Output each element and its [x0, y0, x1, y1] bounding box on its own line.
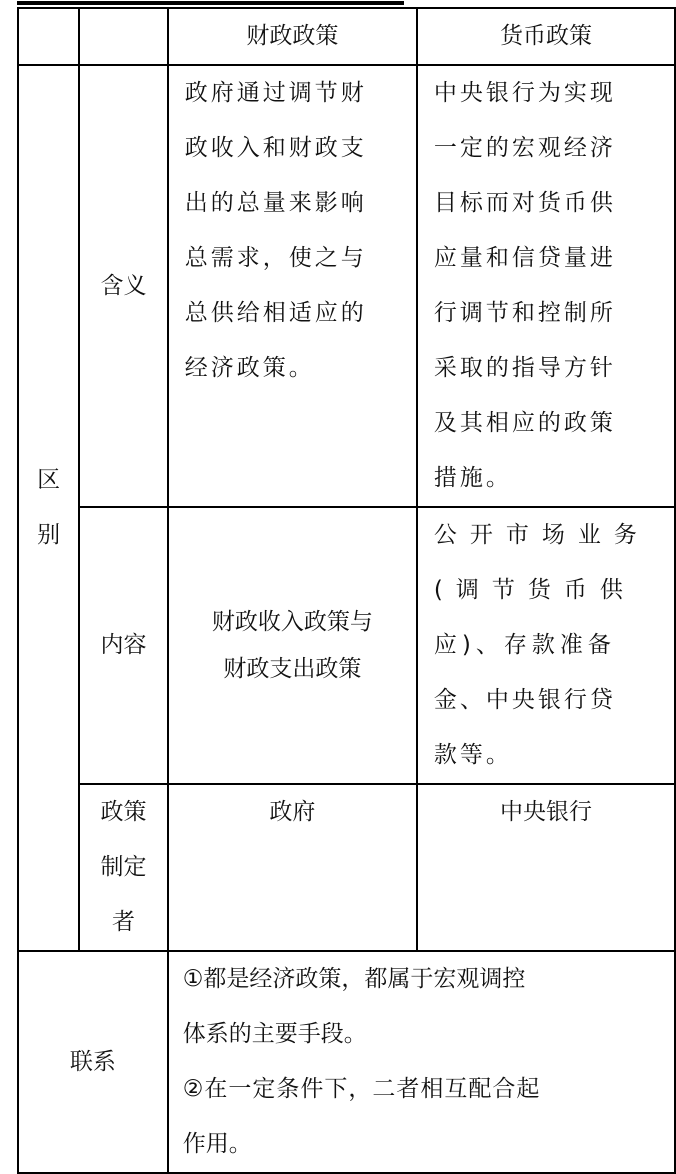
row-policy-maker	[18, 784, 675, 951]
relation-content: ①都是经济政策，都属于宏观调控 体系的主要手段。 ②在一定条件下，二者相互配合起 作用。	[168, 951, 675, 1173]
header-row	[18, 8, 675, 65]
row-relation	[18, 951, 675, 1173]
header-cell-empty-1	[18, 8, 79, 65]
fiscal-content: 财政收入政策与 财政支出政策	[168, 507, 417, 784]
row-label-relation: 联系	[18, 951, 168, 1173]
policy-comparison-table	[17, 7, 676, 1174]
header-fiscal-policy: 财政政策	[168, 8, 417, 65]
top-rule	[17, 1, 404, 5]
row-label-policy-maker: 政策 制定 者	[79, 784, 168, 951]
monetary-content: 公开市场业务 (调节货币供 应)、存款准备 金、中央银行贷 款等。	[417, 507, 675, 784]
fiscal-meaning: 政府通过调节财 政收入和财政支 出的总量来影响 总需求，使之与 总供给相适应的 经济政策。	[168, 65, 417, 507]
fiscal-policy-maker: 政府	[168, 784, 417, 951]
row-label-meaning: 含义	[79, 65, 168, 507]
row-content	[18, 507, 675, 784]
monetary-policy-maker: 中央银行	[417, 784, 675, 951]
monetary-meaning: 中央银行为实现 一定的宏观经济 目标而对货币供 应量和信贷量进 行调节和控制所 采取的指导方针 及其相应的政策 措施。	[417, 65, 675, 507]
row-meaning	[18, 65, 675, 507]
group-label-difference: 区 别	[18, 65, 79, 951]
header-monetary-policy: 货币政策	[417, 8, 675, 65]
header-cell-empty-2	[79, 8, 168, 65]
row-label-content: 内容	[79, 507, 168, 784]
